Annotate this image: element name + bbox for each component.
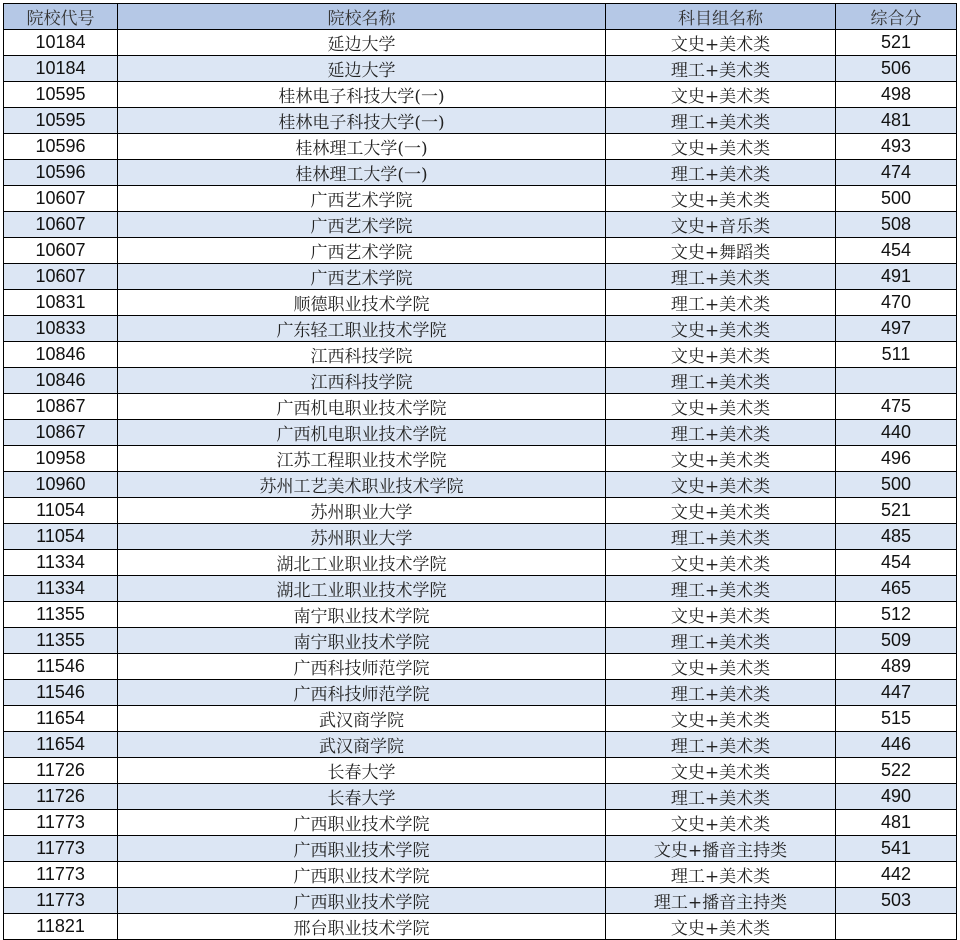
school-code-cell: 11726 bbox=[4, 784, 118, 810]
school-name-cell: 广西机电职业技术学院 bbox=[118, 420, 606, 446]
school-name-cell: 顺德职业技术学院 bbox=[118, 290, 606, 316]
school-code-cell: 10867 bbox=[4, 420, 118, 446]
school-name-cell: 广东轻工职业技术学院 bbox=[118, 316, 606, 342]
table-row bbox=[4, 446, 957, 472]
table-row bbox=[4, 420, 957, 446]
total-score-cell: 442 bbox=[836, 862, 957, 888]
total-score-cell: 496 bbox=[836, 446, 957, 472]
school-code-cell: 11334 bbox=[4, 550, 118, 576]
table-row bbox=[4, 160, 957, 186]
total-score-cell: 465 bbox=[836, 576, 957, 602]
school-name-cell: 长春大学 bbox=[118, 758, 606, 784]
school-code-cell: 10833 bbox=[4, 316, 118, 342]
school-code-cell: 11654 bbox=[4, 732, 118, 758]
subject-group-cell: 文史+美术类 bbox=[606, 446, 836, 472]
table-row bbox=[4, 186, 957, 212]
school-code-cell: 11546 bbox=[4, 654, 118, 680]
school-code-cell: 11054 bbox=[4, 498, 118, 524]
table-row bbox=[4, 914, 957, 940]
school-name-cell: 广西职业技术学院 bbox=[118, 862, 606, 888]
school-code-cell: 10846 bbox=[4, 342, 118, 368]
school-code-cell: 11546 bbox=[4, 680, 118, 706]
table-row bbox=[4, 108, 957, 134]
school-name-cell: 邢台职业技术学院 bbox=[118, 914, 606, 940]
subject-group-cell: 文史+美术类 bbox=[606, 30, 836, 56]
header-subject-group: 科目组名称 bbox=[606, 4, 836, 30]
table-row bbox=[4, 212, 957, 238]
school-code-cell: 11773 bbox=[4, 888, 118, 914]
school-code-cell: 11334 bbox=[4, 576, 118, 602]
subject-group-cell: 理工+美术类 bbox=[606, 784, 836, 810]
school-name-cell: 广西科技师范学院 bbox=[118, 654, 606, 680]
school-code-cell: 10846 bbox=[4, 368, 118, 394]
school-code-cell: 11773 bbox=[4, 836, 118, 862]
admission-score-table bbox=[3, 3, 957, 940]
total-score-cell: 508 bbox=[836, 212, 957, 238]
school-name-cell: 湖北工业职业技术学院 bbox=[118, 576, 606, 602]
total-score-cell bbox=[836, 914, 957, 940]
school-name-cell: 延边大学 bbox=[118, 56, 606, 82]
school-code-cell: 10184 bbox=[4, 30, 118, 56]
school-code-cell: 10607 bbox=[4, 238, 118, 264]
subject-group-cell: 理工+播音主持类 bbox=[606, 888, 836, 914]
school-name-cell: 广西机电职业技术学院 bbox=[118, 394, 606, 420]
table-row bbox=[4, 654, 957, 680]
total-score-cell: 446 bbox=[836, 732, 957, 758]
total-score-cell: 481 bbox=[836, 810, 957, 836]
total-score-cell: 470 bbox=[836, 290, 957, 316]
table-body bbox=[4, 30, 957, 940]
subject-group-cell: 理工+美术类 bbox=[606, 576, 836, 602]
school-code-cell: 11773 bbox=[4, 810, 118, 836]
school-name-cell: 广西艺术学院 bbox=[118, 238, 606, 264]
school-code-cell: 11821 bbox=[4, 914, 118, 940]
total-score-cell: 503 bbox=[836, 888, 957, 914]
table-row bbox=[4, 732, 957, 758]
subject-group-cell: 文史+音乐类 bbox=[606, 212, 836, 238]
subject-group-cell: 文史+美术类 bbox=[606, 654, 836, 680]
school-code-cell: 10607 bbox=[4, 264, 118, 290]
school-code-cell: 11355 bbox=[4, 602, 118, 628]
subject-group-cell: 理工+美术类 bbox=[606, 160, 836, 186]
subject-group-cell: 文史+美术类 bbox=[606, 82, 836, 108]
school-name-cell: 武汉商学院 bbox=[118, 706, 606, 732]
school-code-cell: 10607 bbox=[4, 186, 118, 212]
school-code-cell: 10184 bbox=[4, 56, 118, 82]
table-row bbox=[4, 836, 957, 862]
table-row bbox=[4, 602, 957, 628]
table-row bbox=[4, 888, 957, 914]
subject-group-cell: 文史+美术类 bbox=[606, 914, 836, 940]
subject-group-cell: 文史+美术类 bbox=[606, 758, 836, 784]
school-code-cell: 11355 bbox=[4, 628, 118, 654]
table-header-row bbox=[4, 4, 957, 30]
school-name-cell: 广西职业技术学院 bbox=[118, 810, 606, 836]
subject-group-cell: 文史+美术类 bbox=[606, 498, 836, 524]
school-code-cell: 10596 bbox=[4, 134, 118, 160]
table-row bbox=[4, 472, 957, 498]
total-score-cell: 522 bbox=[836, 758, 957, 784]
school-name-cell: 苏州工艺美术职业技术学院 bbox=[118, 472, 606, 498]
subject-group-cell: 文史+美术类 bbox=[606, 342, 836, 368]
total-score-cell: 521 bbox=[836, 30, 957, 56]
total-score-cell: 511 bbox=[836, 342, 957, 368]
subject-group-cell: 文史+美术类 bbox=[606, 316, 836, 342]
table-row bbox=[4, 264, 957, 290]
subject-group-cell: 文史+美术类 bbox=[606, 810, 836, 836]
total-score-cell: 512 bbox=[836, 602, 957, 628]
school-code-cell: 11726 bbox=[4, 758, 118, 784]
total-score-cell bbox=[836, 368, 957, 394]
school-name-cell: 广西艺术学院 bbox=[118, 264, 606, 290]
subject-group-cell: 理工+美术类 bbox=[606, 264, 836, 290]
total-score-cell: 474 bbox=[836, 160, 957, 186]
subject-group-cell: 文史+美术类 bbox=[606, 394, 836, 420]
table-row bbox=[4, 758, 957, 784]
table-row bbox=[4, 498, 957, 524]
total-score-cell: 454 bbox=[836, 238, 957, 264]
total-score-cell: 447 bbox=[836, 680, 957, 706]
subject-group-cell: 理工+美术类 bbox=[606, 732, 836, 758]
table-row bbox=[4, 524, 957, 550]
table-row bbox=[4, 238, 957, 264]
subject-group-cell: 文史+美术类 bbox=[606, 186, 836, 212]
header-school-name: 院校名称 bbox=[118, 4, 606, 30]
table-row bbox=[4, 56, 957, 82]
school-code-cell: 10595 bbox=[4, 82, 118, 108]
school-name-cell: 桂林理工大学(一) bbox=[118, 134, 606, 160]
school-code-cell: 10595 bbox=[4, 108, 118, 134]
school-code-cell: 10831 bbox=[4, 290, 118, 316]
school-name-cell: 苏州职业大学 bbox=[118, 524, 606, 550]
total-score-cell: 440 bbox=[836, 420, 957, 446]
school-name-cell: 桂林理工大学(一) bbox=[118, 160, 606, 186]
subject-group-cell: 理工+美术类 bbox=[606, 56, 836, 82]
subject-group-cell: 理工+美术类 bbox=[606, 680, 836, 706]
subject-group-cell: 文史+美术类 bbox=[606, 134, 836, 160]
school-name-cell: 江西科技学院 bbox=[118, 368, 606, 394]
total-score-cell: 491 bbox=[836, 264, 957, 290]
school-name-cell: 桂林电子科技大学(一) bbox=[118, 108, 606, 134]
table-row bbox=[4, 290, 957, 316]
total-score-cell: 541 bbox=[836, 836, 957, 862]
table-row bbox=[4, 316, 957, 342]
table-row bbox=[4, 30, 957, 56]
total-score-cell: 500 bbox=[836, 472, 957, 498]
school-name-cell: 广西职业技术学院 bbox=[118, 836, 606, 862]
total-score-cell: 489 bbox=[836, 654, 957, 680]
total-score-cell: 498 bbox=[836, 82, 957, 108]
school-name-cell: 江西科技学院 bbox=[118, 342, 606, 368]
header-school-code: 院校代号 bbox=[4, 4, 118, 30]
subject-group-cell: 理工+美术类 bbox=[606, 290, 836, 316]
total-score-cell: 454 bbox=[836, 550, 957, 576]
table-row bbox=[4, 680, 957, 706]
school-code-cell: 10867 bbox=[4, 394, 118, 420]
school-code-cell: 10607 bbox=[4, 212, 118, 238]
school-name-cell: 广西艺术学院 bbox=[118, 212, 606, 238]
total-score-cell: 506 bbox=[836, 56, 957, 82]
subject-group-cell: 文史+美术类 bbox=[606, 472, 836, 498]
subject-group-cell: 理工+美术类 bbox=[606, 368, 836, 394]
subject-group-cell: 理工+美术类 bbox=[606, 108, 836, 134]
table-row bbox=[4, 810, 957, 836]
table-row bbox=[4, 550, 957, 576]
table-row bbox=[4, 706, 957, 732]
total-score-cell: 490 bbox=[836, 784, 957, 810]
school-name-cell: 桂林电子科技大学(一) bbox=[118, 82, 606, 108]
school-code-cell: 10958 bbox=[4, 446, 118, 472]
subject-group-cell: 文史+美术类 bbox=[606, 706, 836, 732]
school-name-cell: 苏州职业大学 bbox=[118, 498, 606, 524]
total-score-cell: 497 bbox=[836, 316, 957, 342]
table-row bbox=[4, 368, 957, 394]
school-code-cell: 10960 bbox=[4, 472, 118, 498]
subject-group-cell: 理工+美术类 bbox=[606, 628, 836, 654]
table-row bbox=[4, 628, 957, 654]
subject-group-cell: 文史+播音主持类 bbox=[606, 836, 836, 862]
subject-group-cell: 文史+美术类 bbox=[606, 602, 836, 628]
school-name-cell: 延边大学 bbox=[118, 30, 606, 56]
school-name-cell: 长春大学 bbox=[118, 784, 606, 810]
table-row bbox=[4, 394, 957, 420]
subject-group-cell: 文史+美术类 bbox=[606, 550, 836, 576]
total-score-cell: 485 bbox=[836, 524, 957, 550]
subject-group-cell: 理工+美术类 bbox=[606, 524, 836, 550]
school-name-cell: 广西科技师范学院 bbox=[118, 680, 606, 706]
school-name-cell: 湖北工业职业技术学院 bbox=[118, 550, 606, 576]
total-score-cell: 521 bbox=[836, 498, 957, 524]
table-row bbox=[4, 862, 957, 888]
school-code-cell: 11773 bbox=[4, 862, 118, 888]
school-name-cell: 武汉商学院 bbox=[118, 732, 606, 758]
school-name-cell: 南宁职业技术学院 bbox=[118, 628, 606, 654]
table-row bbox=[4, 784, 957, 810]
subject-group-cell: 文史+舞蹈类 bbox=[606, 238, 836, 264]
school-code-cell: 10596 bbox=[4, 160, 118, 186]
school-name-cell: 南宁职业技术学院 bbox=[118, 602, 606, 628]
subject-group-cell: 理工+美术类 bbox=[606, 420, 836, 446]
school-code-cell: 11054 bbox=[4, 524, 118, 550]
total-score-cell: 493 bbox=[836, 134, 957, 160]
total-score-cell: 481 bbox=[836, 108, 957, 134]
table-row bbox=[4, 342, 957, 368]
total-score-cell: 515 bbox=[836, 706, 957, 732]
table-row bbox=[4, 82, 957, 108]
table-row bbox=[4, 134, 957, 160]
school-code-cell: 11654 bbox=[4, 706, 118, 732]
school-name-cell: 广西职业技术学院 bbox=[118, 888, 606, 914]
header-total-score: 综合分 bbox=[836, 4, 957, 30]
total-score-cell: 509 bbox=[836, 628, 957, 654]
subject-group-cell: 理工+美术类 bbox=[606, 862, 836, 888]
table-row bbox=[4, 576, 957, 602]
total-score-cell: 500 bbox=[836, 186, 957, 212]
school-name-cell: 江苏工程职业技术学院 bbox=[118, 446, 606, 472]
school-name-cell: 广西艺术学院 bbox=[118, 186, 606, 212]
total-score-cell: 475 bbox=[836, 394, 957, 420]
